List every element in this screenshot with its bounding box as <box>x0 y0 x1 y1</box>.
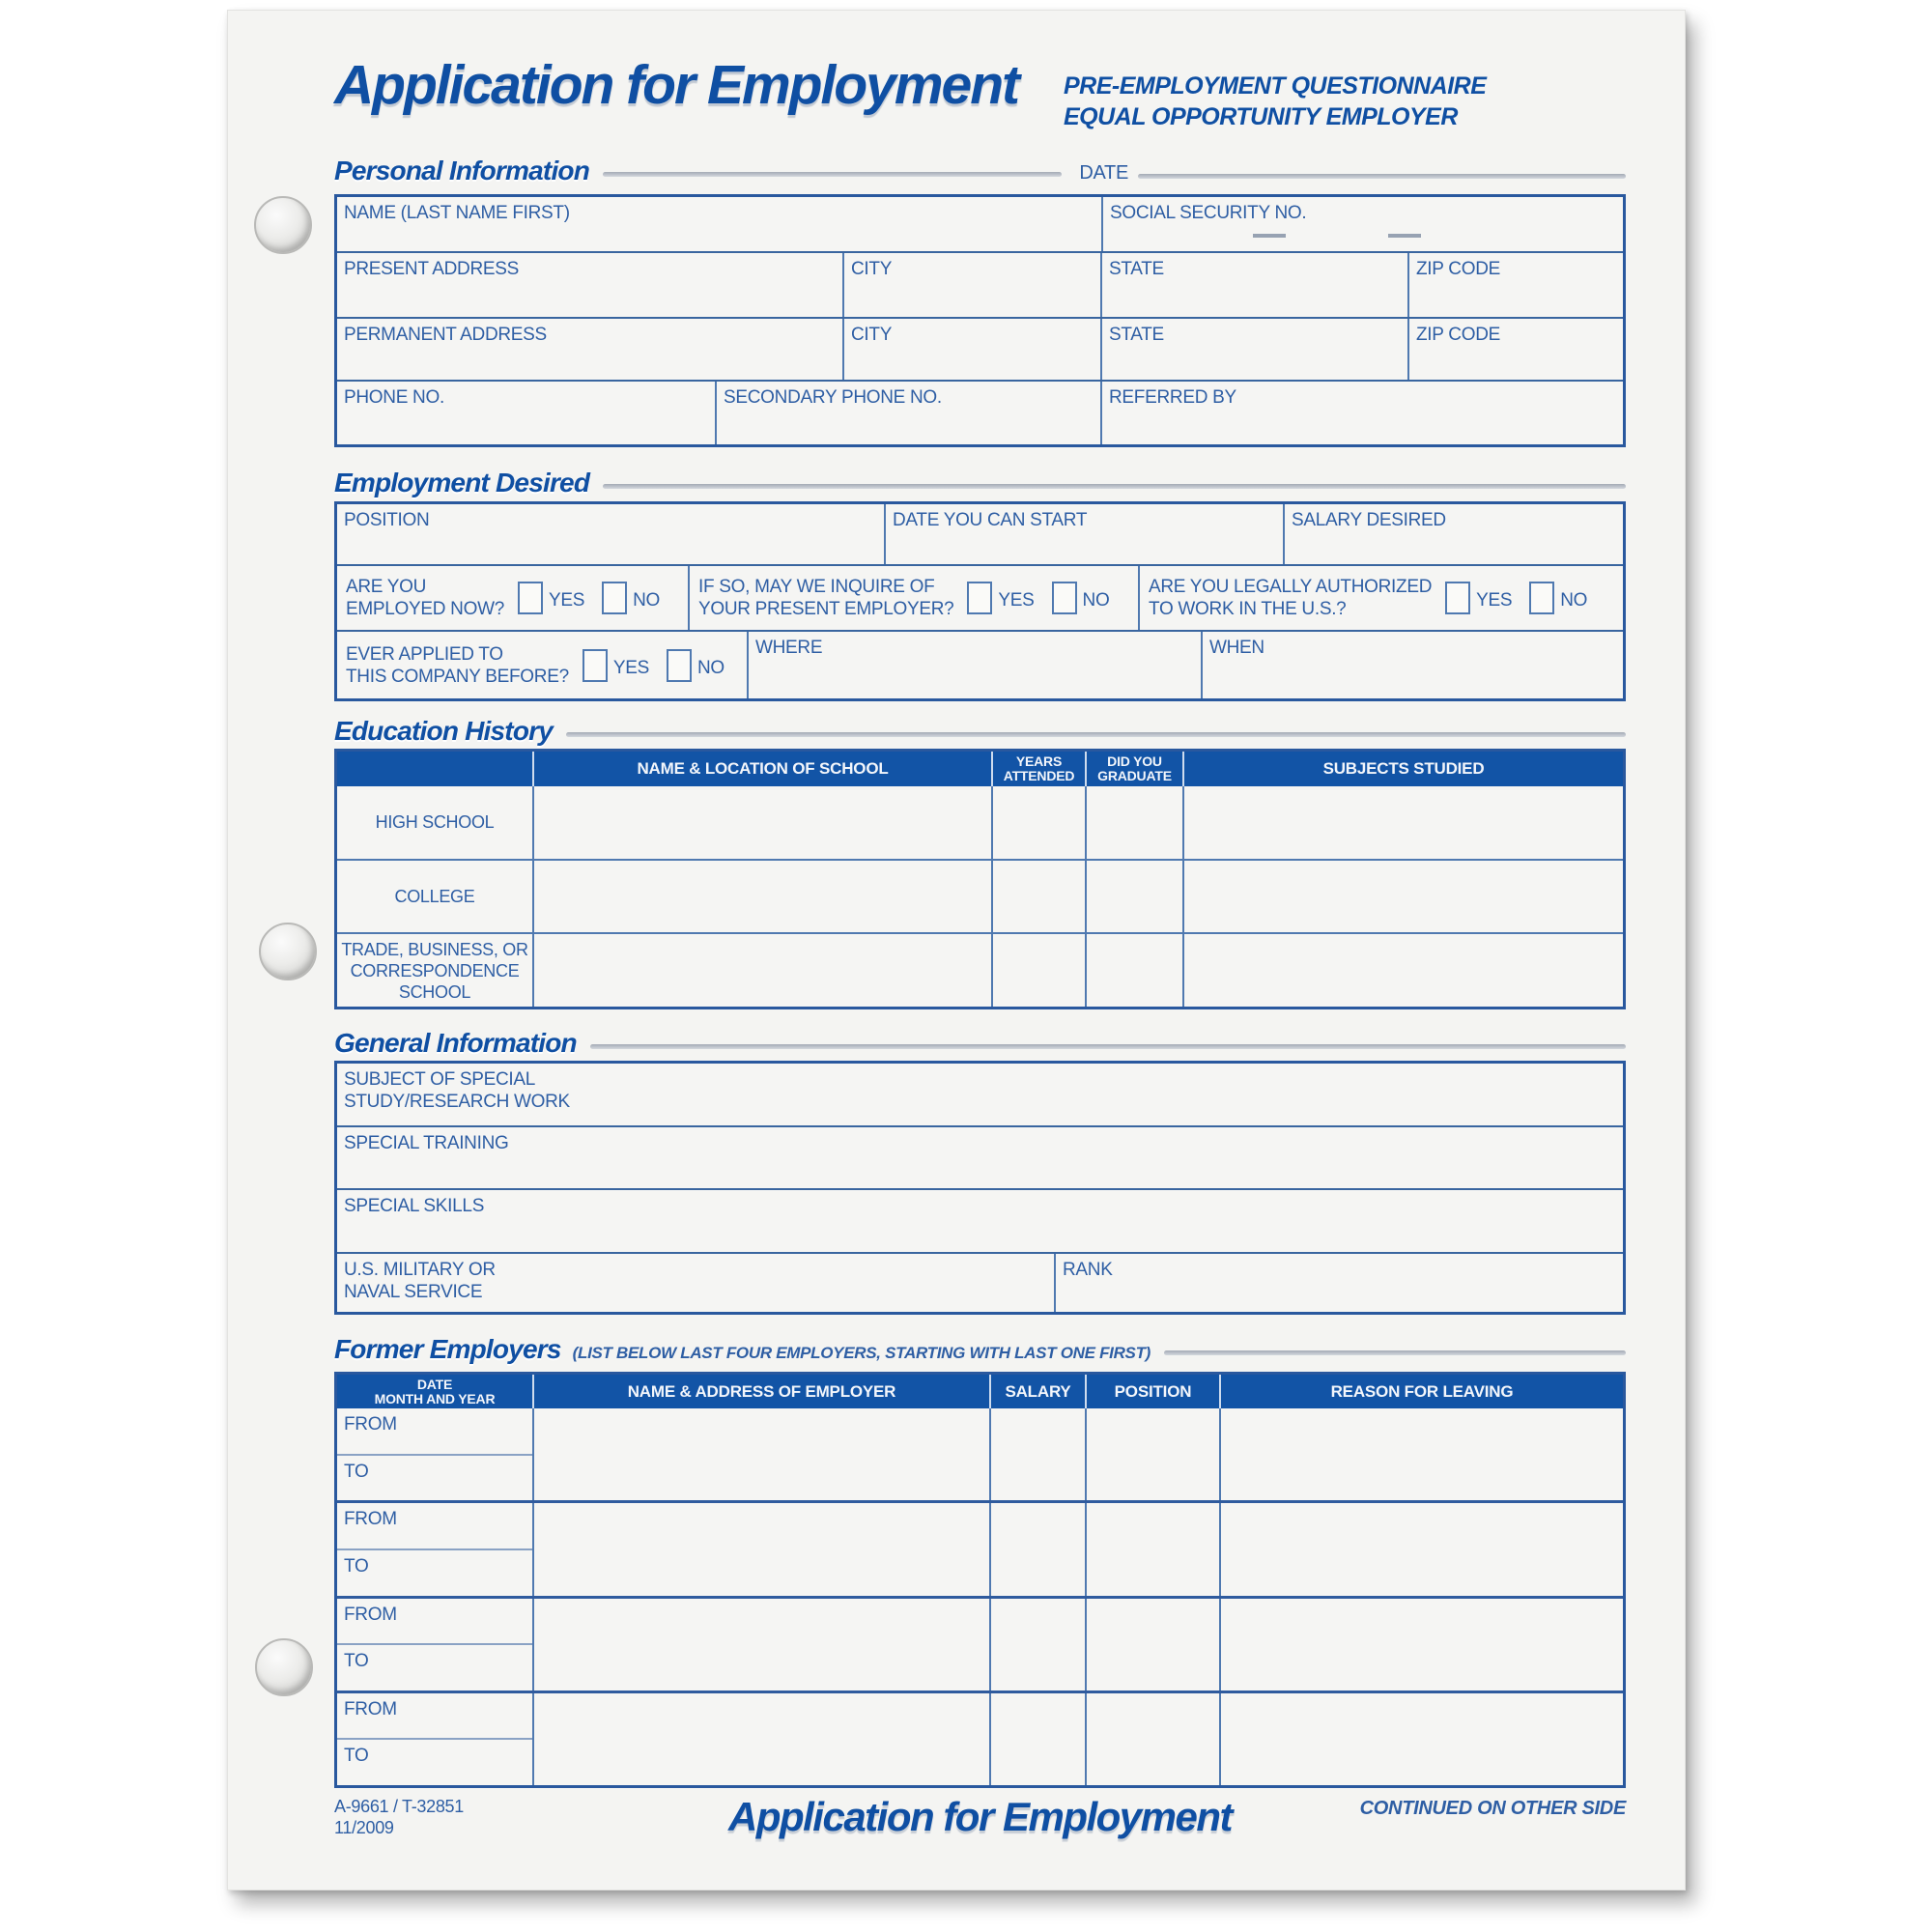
from-label: FROM <box>344 1604 397 1625</box>
zip-label: ZIP CODE <box>1416 259 1500 279</box>
employers-header-name-address: NAME & ADDRESS OF EMPLOYER <box>534 1375 991 1408</box>
employers-header-reason: REASON FOR LEAVING <box>1330 1381 1514 1401</box>
employer-4-from-cell[interactable] <box>337 1693 532 1739</box>
table-row <box>337 1188 1623 1252</box>
legally-authorized-question <box>1140 566 1623 630</box>
footer-form-code: A-9661 / T-32851 <box>334 1797 464 1816</box>
general-information-table <box>334 1061 1626 1315</box>
present-address-label: PRESENT ADDRESS <box>344 259 519 279</box>
no-label: NO <box>633 590 660 611</box>
employer-block-2 <box>337 1500 1623 1595</box>
education-row-trade <box>337 932 1623 1007</box>
education-header-years: YEARS ATTENDED <box>993 752 1087 786</box>
from-label: FROM <box>344 1698 397 1719</box>
employers-header-salary: SALARY <box>991 1375 1087 1408</box>
punch-hole-bottom <box>255 1638 313 1696</box>
trade-school-row-label: TRADE, BUSINESS, OR CORRESPONDENCE SCHOOL <box>337 934 534 1007</box>
city-label: CITY <box>851 325 893 345</box>
to-label: TO <box>344 1651 369 1672</box>
legally-authorized-label: ARE YOU LEGALLY AUTHORIZED TO WORK IN THE U.S.? <box>1149 577 1433 619</box>
former-employers-table <box>334 1372 1626 1788</box>
employers-note: (LIST BELOW LAST FOUR EMPLOYERS, STARTING WITH LAST ONE FIRST) <box>572 1344 1151 1362</box>
employer-3-from-cell[interactable] <box>337 1599 532 1644</box>
form-subtitle <box>1064 71 1486 132</box>
employed-now-question <box>337 566 690 630</box>
high-school-years-cell[interactable] <box>993 786 1087 859</box>
section-title-general: General Information <box>334 1028 577 1058</box>
applied-before-label: EVER APPLIED TO THIS COMPANY BEFORE? <box>346 643 569 687</box>
military-service-label: U.S. MILITARY OR NAVAL SERVICE <box>344 1260 496 1302</box>
ssn-field[interactable] <box>1103 197 1623 251</box>
permanent-state-field[interactable] <box>1102 319 1409 380</box>
permanent-city-field[interactable] <box>844 319 1102 380</box>
employer-3-to-cell[interactable] <box>337 1643 532 1690</box>
where-field[interactable] <box>749 632 1203 698</box>
employer-1-position-cell[interactable] <box>1087 1408 1221 1500</box>
section-rule <box>566 732 1626 737</box>
education-header-graduate: DID YOU GRADUATE <box>1087 752 1184 786</box>
special-study-label: SUBJECT OF SPECIAL STUDY/RESEARCH WORK <box>344 1069 570 1112</box>
no-label: NO <box>696 657 724 678</box>
employer-2-from-cell[interactable] <box>337 1503 532 1548</box>
ssn-label: SOCIAL SECURITY NO. <box>1110 203 1307 223</box>
position-field[interactable] <box>337 504 886 564</box>
footer-title: Application for Employment <box>727 1794 1233 1839</box>
employer-4-reason-cell[interactable] <box>1221 1693 1623 1785</box>
college-row-label: COLLEGE <box>337 861 534 933</box>
employer-3-name-address-cell[interactable] <box>534 1599 991 1690</box>
inquire-no-checkbox[interactable] <box>1052 582 1077 614</box>
employer-4-to-cell[interactable] <box>337 1738 532 1785</box>
rank-label: RANK <box>1063 1260 1113 1280</box>
state-label: STATE <box>1109 325 1164 345</box>
trade-graduate-cell[interactable] <box>1087 934 1184 1007</box>
section-title-employment: Employment Desired <box>334 468 590 497</box>
employers-header-date: DATE MONTH AND YEAR <box>337 1375 534 1408</box>
section-title-education: Education History <box>334 716 553 746</box>
rank-field[interactable] <box>1056 1254 1623 1312</box>
secondary-phone-field[interactable] <box>717 382 1102 444</box>
inquire-yes-checkbox[interactable] <box>967 582 992 614</box>
section-rule <box>590 1044 1626 1049</box>
table-row <box>337 317 1623 380</box>
employers-header-row <box>337 1375 1623 1408</box>
yes-label: YES <box>1476 590 1513 611</box>
employer-2-reason-cell[interactable] <box>1221 1503 1623 1595</box>
phone-label: PHONE NO. <box>344 387 444 408</box>
employer-4-position-cell[interactable] <box>1087 1693 1221 1785</box>
referred-by-field[interactable] <box>1102 382 1623 444</box>
from-label: FROM <box>344 1509 397 1530</box>
table-row <box>337 630 1623 698</box>
yes-label: YES <box>612 657 649 678</box>
present-state-field[interactable] <box>1102 253 1409 317</box>
punch-hole-top <box>254 196 312 254</box>
employer-block-1 <box>337 1408 1623 1500</box>
high-school-subjects-cell[interactable] <box>1184 786 1623 859</box>
ssn-dash <box>1388 234 1421 238</box>
employer-1-dates <box>337 1408 534 1500</box>
present-city-field[interactable] <box>844 253 1102 317</box>
education-header-subjects: SUBJECTS STUDIED <box>1322 759 1485 778</box>
employer-3-reason-cell[interactable] <box>1221 1599 1623 1690</box>
present-address-field[interactable] <box>337 253 844 317</box>
college-name-location-cell[interactable] <box>534 861 993 933</box>
high-school-graduate-cell[interactable] <box>1087 786 1184 859</box>
employer-1-reason-cell[interactable] <box>1221 1408 1623 1500</box>
special-skills-field[interactable] <box>337 1190 1623 1252</box>
form-title: Application for Employment <box>334 54 1019 116</box>
employer-2-salary-cell[interactable] <box>991 1503 1087 1595</box>
permanent-address-label: PERMANENT ADDRESS <box>344 325 547 345</box>
where-label: WHERE <box>755 638 823 658</box>
high-school-row-label: HIGH SCHOOL <box>337 786 534 859</box>
city-label: CITY <box>851 259 893 279</box>
education-history-table <box>334 749 1626 1009</box>
employer-3-position-cell[interactable] <box>1087 1599 1221 1690</box>
employment-desired-table <box>334 501 1626 701</box>
table-row <box>337 251 1623 317</box>
education-header-blank <box>337 752 534 786</box>
general-section-header <box>334 1028 1626 1059</box>
section-rule <box>603 484 1626 489</box>
military-service-field[interactable] <box>337 1254 1056 1312</box>
section-rule <box>1164 1350 1626 1355</box>
date-you-can-start-field[interactable] <box>886 504 1285 564</box>
date-label: DATE <box>1079 161 1128 184</box>
employer-4-salary-cell[interactable] <box>991 1693 1087 1785</box>
college-graduate-cell[interactable] <box>1087 861 1184 933</box>
section-title-employers: Former Employers <box>334 1334 561 1364</box>
employer-1-salary-cell[interactable] <box>991 1408 1087 1500</box>
present-zip-field[interactable] <box>1409 253 1623 317</box>
employer-3-salary-cell[interactable] <box>991 1599 1087 1690</box>
employer-2-name-address-cell[interactable] <box>534 1503 991 1595</box>
special-training-label: SPECIAL TRAINING <box>344 1133 509 1153</box>
may-we-inquire-label: IF SO, MAY WE INQUIRE OF YOUR PRESENT EMPLOYER? <box>698 577 954 619</box>
applied-before-yes-checkbox[interactable] <box>582 649 608 682</box>
authorized-yes-checkbox[interactable] <box>1445 582 1470 614</box>
table-row <box>337 197 1623 251</box>
special-study-field[interactable] <box>337 1064 1623 1125</box>
education-header-school: NAME & LOCATION OF SCHOOL <box>534 752 993 786</box>
permanent-address-field[interactable] <box>337 319 844 380</box>
subtitle-line-2: EQUAL OPPORTUNITY EMPLOYER <box>1064 103 1458 130</box>
referred-by-label: REFERRED BY <box>1109 387 1236 408</box>
table-row <box>337 504 1623 564</box>
table-row <box>337 1252 1623 1312</box>
phone-field[interactable] <box>337 382 717 444</box>
employer-4-name-address-cell[interactable] <box>534 1693 991 1785</box>
employer-2-dates <box>337 1503 534 1595</box>
personal-info-table <box>334 194 1626 447</box>
permanent-zip-field[interactable] <box>1409 319 1623 380</box>
special-training-field[interactable] <box>337 1127 1623 1188</box>
secondary-phone-label: SECONDARY PHONE NO. <box>724 387 942 408</box>
when-field[interactable] <box>1203 632 1623 698</box>
position-label: POSITION <box>344 510 430 530</box>
from-label: FROM <box>344 1414 397 1435</box>
footer-date-code: 11/2009 <box>334 1818 394 1837</box>
when-label: WHEN <box>1209 638 1264 658</box>
section-rule <box>603 172 1062 177</box>
employer-4-dates <box>337 1693 534 1785</box>
paper-sheet <box>227 10 1686 1890</box>
special-skills-label: SPECIAL SKILLS <box>344 1196 485 1216</box>
employers-header-position: POSITION <box>1087 1375 1221 1408</box>
to-label: TO <box>344 1461 369 1482</box>
trade-years-cell[interactable] <box>993 934 1087 1007</box>
table-row <box>337 380 1623 444</box>
zip-label: ZIP CODE <box>1416 325 1500 345</box>
to-label: TO <box>344 1555 369 1577</box>
table-row <box>337 1125 1623 1188</box>
table-row <box>337 1064 1623 1125</box>
date-start-label: DATE YOU CAN START <box>893 510 1088 530</box>
name-field[interactable] <box>337 197 1103 251</box>
punch-hole-middle <box>259 923 317 980</box>
yes-label: YES <box>548 590 585 611</box>
employment-section-header <box>334 468 1626 498</box>
ssn-dash <box>1253 234 1286 238</box>
college-subjects-cell[interactable] <box>1184 861 1623 933</box>
to-label: TO <box>344 1746 369 1767</box>
salary-desired-field[interactable] <box>1285 504 1623 564</box>
no-label: NO <box>1082 590 1110 611</box>
employer-2-position-cell[interactable] <box>1087 1503 1221 1595</box>
applied-before-question <box>337 632 749 698</box>
state-label: STATE <box>1109 259 1164 279</box>
employed-now-no-checkbox[interactable] <box>602 582 627 614</box>
college-years-cell[interactable] <box>993 861 1087 933</box>
employer-1-to-cell[interactable] <box>337 1454 532 1501</box>
salary-desired-label: SALARY DESIRED <box>1292 510 1446 530</box>
may-we-inquire-question <box>690 566 1140 630</box>
subtitle-line-1: PRE-EMPLOYMENT QUESTIONNAIRE <box>1064 72 1487 99</box>
footer-continued-note: CONTINUED ON OTHER SIDE <box>1359 1798 1626 1819</box>
no-label: NO <box>1560 590 1588 611</box>
table-row <box>337 564 1623 630</box>
name-label: NAME (LAST NAME FIRST) <box>344 203 570 223</box>
employers-section-header <box>334 1334 1626 1365</box>
high-school-name-location-cell[interactable] <box>534 786 993 859</box>
employed-now-label: ARE YOU EMPLOYED NOW? <box>346 577 504 619</box>
education-section-header <box>334 716 1626 747</box>
education-row-high-school <box>337 786 1623 859</box>
employer-1-name-address-cell[interactable] <box>534 1408 991 1500</box>
employer-block-4 <box>337 1690 1623 1785</box>
yes-label: YES <box>998 590 1035 611</box>
education-header-row <box>337 752 1623 786</box>
employed-now-yes-checkbox[interactable] <box>518 582 543 614</box>
applied-before-no-checkbox[interactable] <box>667 649 692 682</box>
employer-1-from-cell[interactable] <box>337 1408 532 1454</box>
date-blank-line[interactable] <box>1138 174 1626 179</box>
employer-3-dates <box>337 1599 534 1690</box>
employer-block-3 <box>337 1596 1623 1690</box>
trade-subjects-cell[interactable] <box>1184 934 1623 1007</box>
section-title-personal: Personal Information <box>334 156 590 185</box>
education-row-college <box>337 859 1623 933</box>
trade-name-location-cell[interactable] <box>534 934 993 1007</box>
employer-2-to-cell[interactable] <box>337 1548 532 1596</box>
authorized-no-checkbox[interactable] <box>1529 582 1554 614</box>
personal-section-header <box>334 156 1626 186</box>
